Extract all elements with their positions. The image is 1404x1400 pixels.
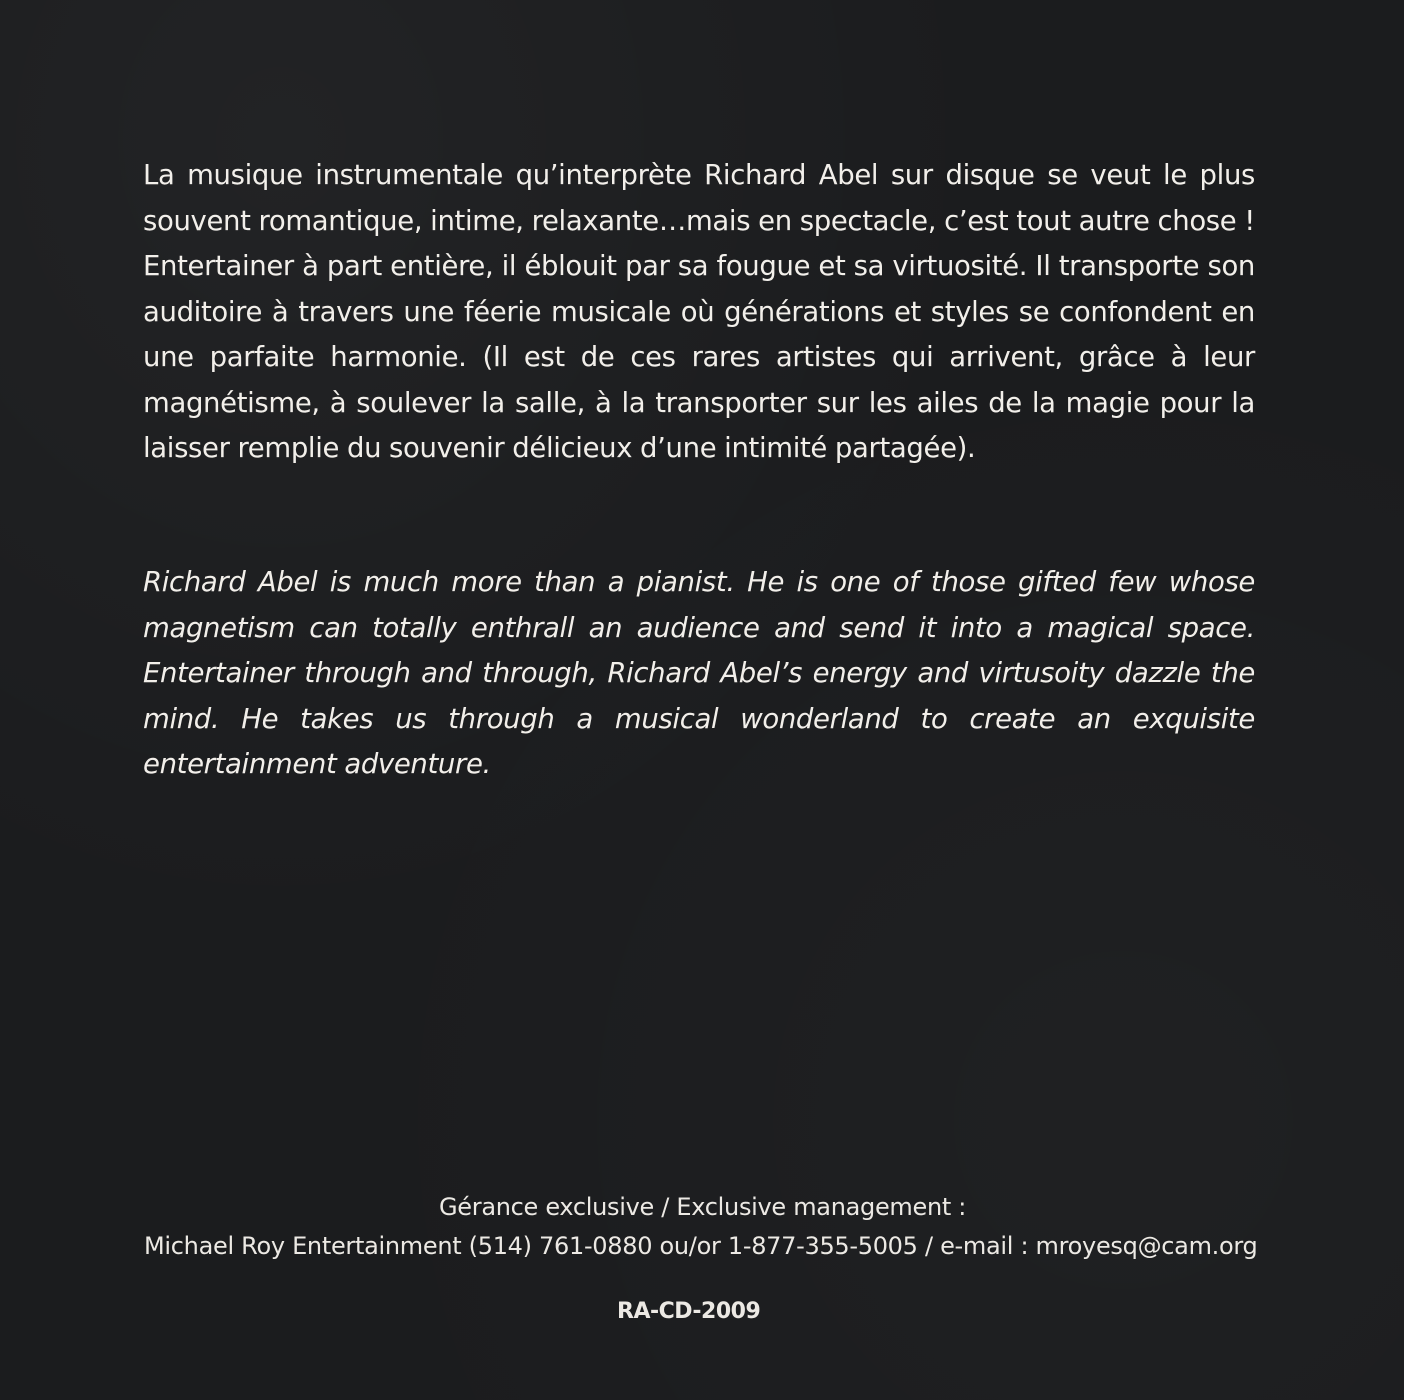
catalog-number: RA-CD-2009 xyxy=(617,1299,761,1324)
management-contact-line: Michael Roy Entertainment (514) 761-0880 ou/or 1-877-355-5005 / e-mail : mroyesq@cam.org xyxy=(144,1232,1258,1260)
french-description-paragraph: La musique instrumentale qu’interprète Richard Abel sur disque se veut le plus souvent romantique, intime, relaxante…mais en spectacle, c’est tout autre chose ! Entertainer à part entière, il éblouit par sa fougue et sa virtuosité. Il transporte son auditoire à travers une féerie musicale où générations et styles se confondent en une parfaite harmonie. (Il est de ces rares artistes qui arrivent, grâce à leur magnétisme, à soulever la salle, à la transporter sur les ailes de la magie pour la laisser remplie du souvenir délicieux d’une intimité partagée). xyxy=(143,159,1255,464)
management-heading: Gérance exclusive / Exclusive management : xyxy=(439,1193,967,1221)
english-description-paragraph: Richard Abel is much more than a pianist. He is one of those gifted few whose magnetism can totally enthrall an audience and send it into a magical space. Entertainer through and through, Richard Abel’s energy and virtusoity dazzle the mind. He takes us through a musical wonderland to create an exquisite entertainment adventure. xyxy=(143,566,1255,780)
